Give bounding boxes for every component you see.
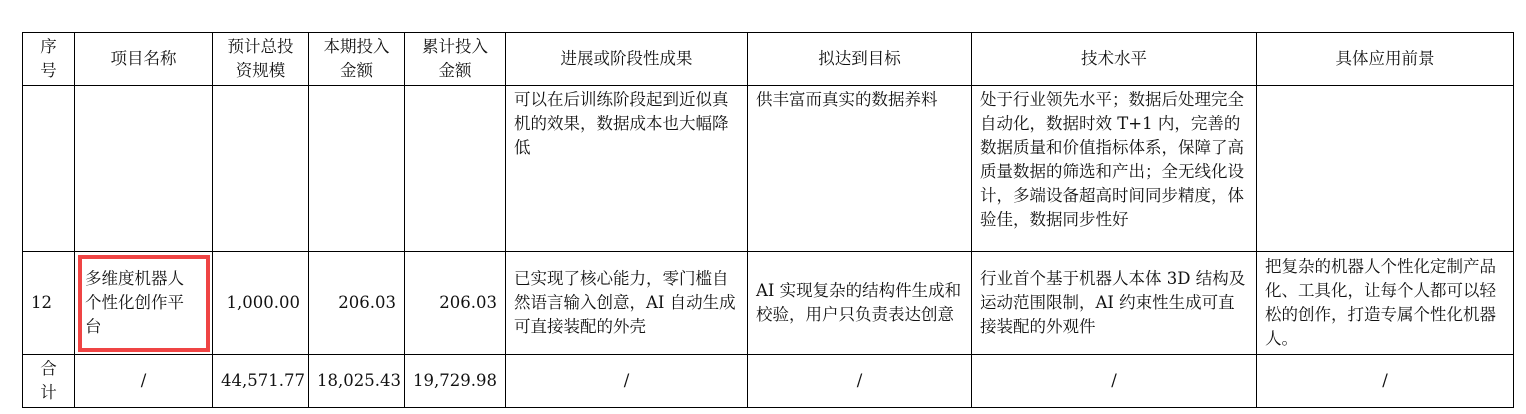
cell-target: AI 实现复杂的结构件生成和校验，用户只负责表达创意 <box>748 252 972 355</box>
cell-cumulative-investment <box>405 86 506 252</box>
cell-no <box>23 86 75 252</box>
cell-total-name: / <box>75 355 213 408</box>
cell-prospect: 把复杂的机器人个性化定制产品化、工具化，让每个人都可以轻松的创作，打造专属个性化机器人。 <box>1257 252 1514 355</box>
header-target: 拟达到目标 <box>748 33 972 86</box>
cell-total-progress: / <box>506 355 748 408</box>
header-prospect: 具体应用前景 <box>1257 33 1514 86</box>
cell-no: 12 <box>23 252 75 355</box>
header-project-name: 项目名称 <box>75 33 213 86</box>
cell-total-investment: 1,000.00 <box>213 252 309 355</box>
header-cumulative-investment: 累计投入金额 <box>405 33 506 86</box>
header-current-investment: 本期投入金额 <box>309 33 405 86</box>
table-row <box>23 86 1514 252</box>
cell-progress: 已实现了核心能力，零门槛自然语言输入创意，AI 自动生成可直接装配的外壳 <box>506 252 748 355</box>
cell-total-investment <box>213 86 309 252</box>
cell-current-investment <box>309 86 405 252</box>
cell-prospect <box>1257 86 1514 252</box>
table-header-row <box>23 33 1514 86</box>
cell-total-total-investment: 44,571.77 <box>213 355 309 408</box>
cell-tech-level: 处于行业领先水平；数据后处理完全自动化，数据时效 T+1 内，完善的数据质量和价值指标体系，保障了高质量数据的筛选和产出；全无线化设计，多端设备超高时间同步精度，体验佳，数据同步性好 <box>972 86 1257 252</box>
cell-target: 供丰富而真实的数据养料 <box>748 86 972 252</box>
cell-tech-level: 行业首个基于机器人本体 3D 结构及运动范围限制，AI 约束性生成可直接装配的外观件 <box>972 252 1257 355</box>
rd-projects-table <box>22 32 1514 408</box>
header-total-investment: 预计总投资规模 <box>213 33 309 86</box>
table-row <box>23 252 1514 355</box>
cell-project-name <box>75 86 213 252</box>
cell-total-target: / <box>748 355 972 408</box>
cell-current-investment: 206.03 <box>309 252 405 355</box>
table-total-row <box>23 355 1514 408</box>
cell-total-current-investment: 18,025.43 <box>309 355 405 408</box>
cell-project-name-highlighted: 多维度机器人个性化创作平台 <box>75 252 213 355</box>
cell-cumulative-investment: 206.03 <box>405 252 506 355</box>
cell-progress: 可以在后训练阶段起到近似真机的效果，数据成本也大幅降低 <box>506 86 748 252</box>
header-tech-level: 技术水平 <box>972 33 1257 86</box>
cell-total-label: 合计 <box>23 355 75 408</box>
header-no: 序号 <box>23 33 75 86</box>
cell-total-cumulative-investment: 19,729.98 <box>405 355 506 408</box>
cell-total-tech-level: / <box>972 355 1257 408</box>
cell-total-prospect: / <box>1257 355 1514 408</box>
header-progress: 进展或阶段性成果 <box>506 33 748 86</box>
